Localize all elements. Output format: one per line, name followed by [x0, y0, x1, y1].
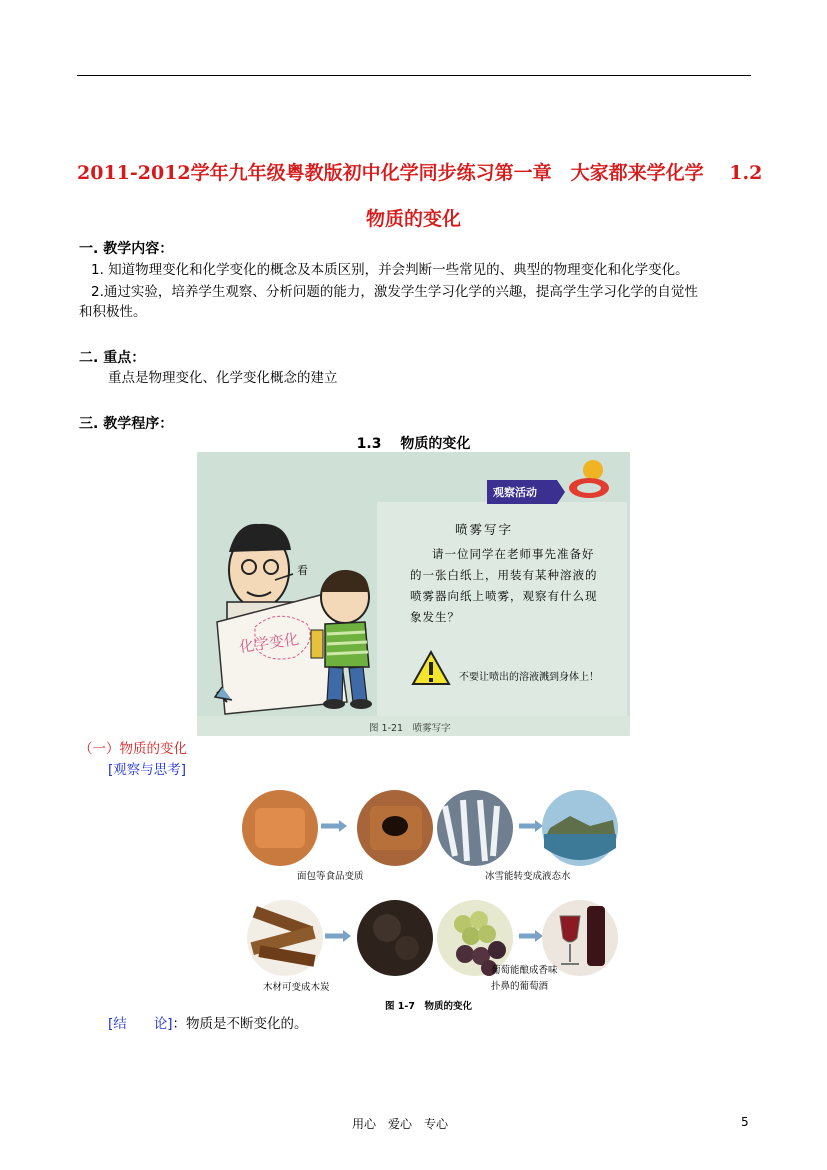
content-item-2-line1: 2.通过实验，培养学生观察、分析问题的能力，激发学生学习化学的兴趣，提高学生学习化学的自觉性 — [91, 284, 698, 300]
footer-motto: 用心 爱心 专心 — [351, 1117, 448, 1131]
section-heading-key-points: 二. 重点： — [79, 350, 146, 366]
section-heading-content: 一. 教学内容： — [79, 241, 174, 257]
conclusion-label: [结 论] — [108, 1016, 173, 1032]
conclusion — [108, 1014, 308, 1034]
part-heading-change: （一）物质的变化 — [79, 741, 187, 757]
panel-text-line-3: 喷雾器向纸上喷雾，观察有什么现 — [410, 589, 598, 603]
figure2-caption: 图 1-7 物质的变化 — [385, 1001, 472, 1012]
figure-spray-writing — [197, 452, 630, 736]
label-grape-1: 葡萄能酿成香味 — [491, 965, 558, 976]
header-rule — [77, 75, 751, 76]
label-ice: 冰雪能转变成液态水 — [485, 871, 571, 882]
document-title-line2: 物质的变化 — [365, 208, 461, 230]
page-number: 5 — [741, 1115, 749, 1129]
panel-text-line-1: 请一位同学在老师事先准备好 — [432, 547, 595, 561]
conclusion-text: ：物质是不断变化的。 — [172, 1016, 308, 1032]
content-item-2-line2: 和积极性。 — [79, 304, 147, 320]
panel-text-line-2: 的一张白纸上，用装有某种溶液的 — [410, 568, 598, 582]
label-wood: 木材可变成木炭 — [263, 982, 330, 993]
content-item-1: 1. 知道物理变化和化学变化的概念及本质区别，并会判断一些常见的、典型的物理变化和化学变化。 — [91, 262, 689, 278]
warning-text: 不要让喷出的溶液溅到身体上！ — [459, 672, 599, 683]
speech-look: 看 — [297, 564, 308, 577]
document-title-line1: 2011-2012学年九年级粤教版初中化学同步练习第一章 大家都来学化学 1.2 — [77, 162, 763, 184]
section-heading-procedure: 三. 教学程序： — [79, 416, 174, 432]
observe-and-think: [观察与思考] — [108, 762, 187, 778]
key-points-text: 重点是物理变化、化学变化概念的建立 — [108, 370, 338, 386]
figure1-caption: 图 1-21 喷雾写字 — [369, 723, 451, 734]
lesson-subheading: 1.3 物质的变化 — [356, 436, 471, 452]
label-grape-2: 扑鼻的葡萄酒 — [491, 981, 549, 992]
panel-title: 喷雾写字 — [455, 522, 514, 537]
paper-writing: 化学变化 — [238, 629, 301, 657]
figure-changes-of-matter — [235, 786, 625, 1014]
panel-text — [410, 544, 625, 628]
panel-text-line-4: 象发生？ — [410, 610, 460, 624]
activity-badge: 观察活动 — [493, 486, 537, 499]
label-bread: 面包等食品变质 — [297, 871, 364, 882]
